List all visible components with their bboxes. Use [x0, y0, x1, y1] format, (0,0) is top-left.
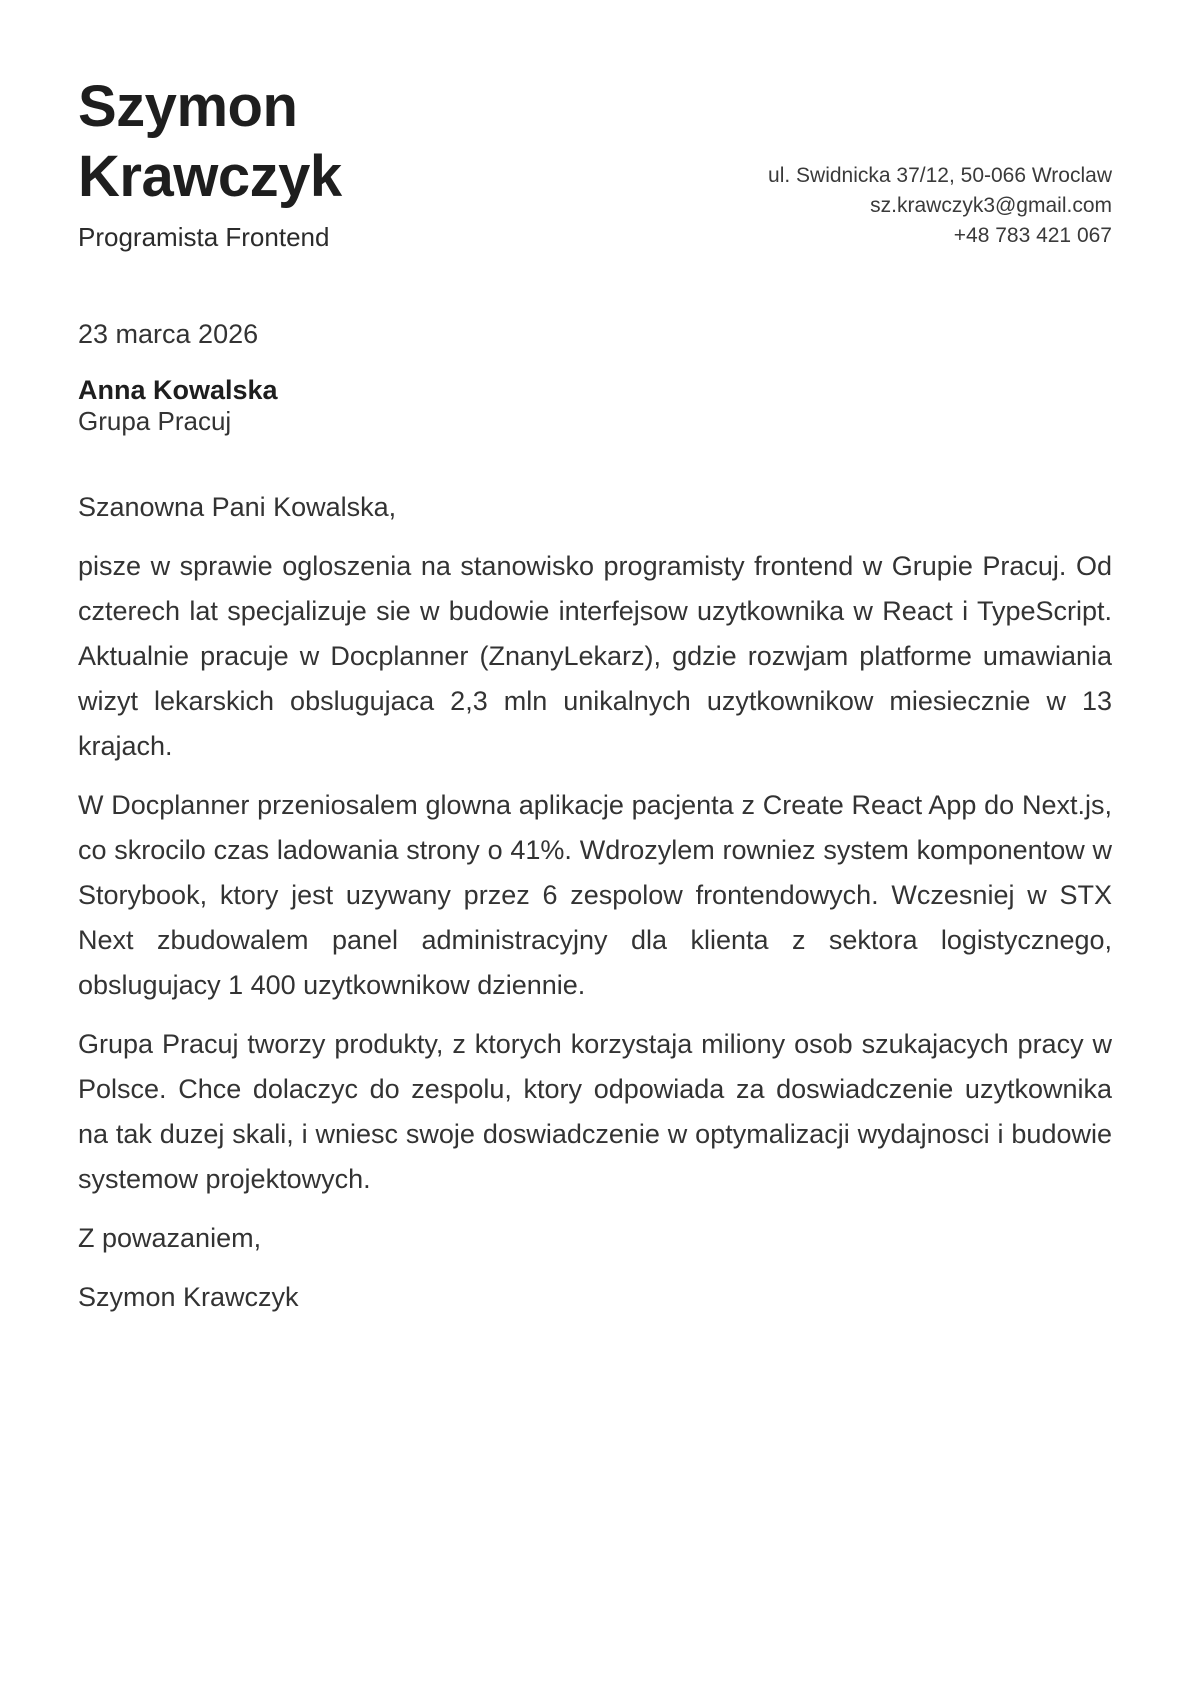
closing-line: Z powazaniem,	[78, 1223, 262, 1254]
sender-identity	[78, 72, 342, 253]
sender-address: ul. Swidnicka 37/12, 50-066 Wroclaw	[768, 164, 1112, 188]
letter-header	[78, 72, 1112, 253]
letter-date: 23 marca 2026	[78, 319, 259, 350]
sender-name	[78, 72, 342, 211]
recipient-block	[78, 375, 1112, 437]
signature-name: Szymon Krawczyk	[78, 1282, 299, 1313]
sender-last-name: Krawczyk	[78, 143, 342, 209]
sender-phone: +48 783 421 067	[953, 224, 1112, 248]
recipient-name: Anna Kowalska	[78, 375, 278, 406]
letter-body	[78, 485, 1112, 1320]
body-paragraph: W Docplanner przeniosalem glowna aplikacje pacjenta z Create React App do Next.js, co skrocilo czas ladowania strony o 41%. Wdrozylem rowniez system komponentow w Storybook, ktory jest uzywany przez 6 zespolow frontendowych. Wczesniej w STX Next zbudowalem panel administracyjny dla klienta z sektora logistycznego, obslugujacy 1 400 uzytkownikow dziennie.	[78, 790, 1112, 1001]
recipient-company: Grupa Pracuj	[78, 406, 232, 437]
body-paragraph: Grupa Pracuj tworzy produkty, z ktorych korzystaja miliony osob szukajacych pracy w Polsce. Chce dolaczyc do zespolu, ktory odpowiada za doswiadczenie uzytkownika na tak duzej skali, i wniesc swoje doswiadczenie w optymalizacji wydajnosci i budowie systemow projektowych.	[78, 1029, 1112, 1195]
sender-contact-block	[768, 161, 1112, 253]
body-paragraph: pisze w sprawie ogloszenia na stanowisko programisty frontend w Grupie Pracuj. Od czterech lat specjalizuje sie w budowie interfejsow uzytkownika w React i TypeScript. Aktualnie pracuje w Docplanner (ZnanyLekarz), gdzie rozwjam platforme umawiania wizyt lekarskich obslugujaca 2,3 mln unikalnych uzytkownikow miesiecznie w 13 krajach.	[78, 551, 1112, 762]
greeting-line: Szanowna Pani Kowalska,	[78, 492, 397, 523]
sender-job-title: Programista Frontend	[78, 222, 330, 253]
sender-email: sz.krawczyk3@gmail.com	[870, 194, 1112, 218]
sender-first-name: Szymon	[78, 74, 298, 139]
